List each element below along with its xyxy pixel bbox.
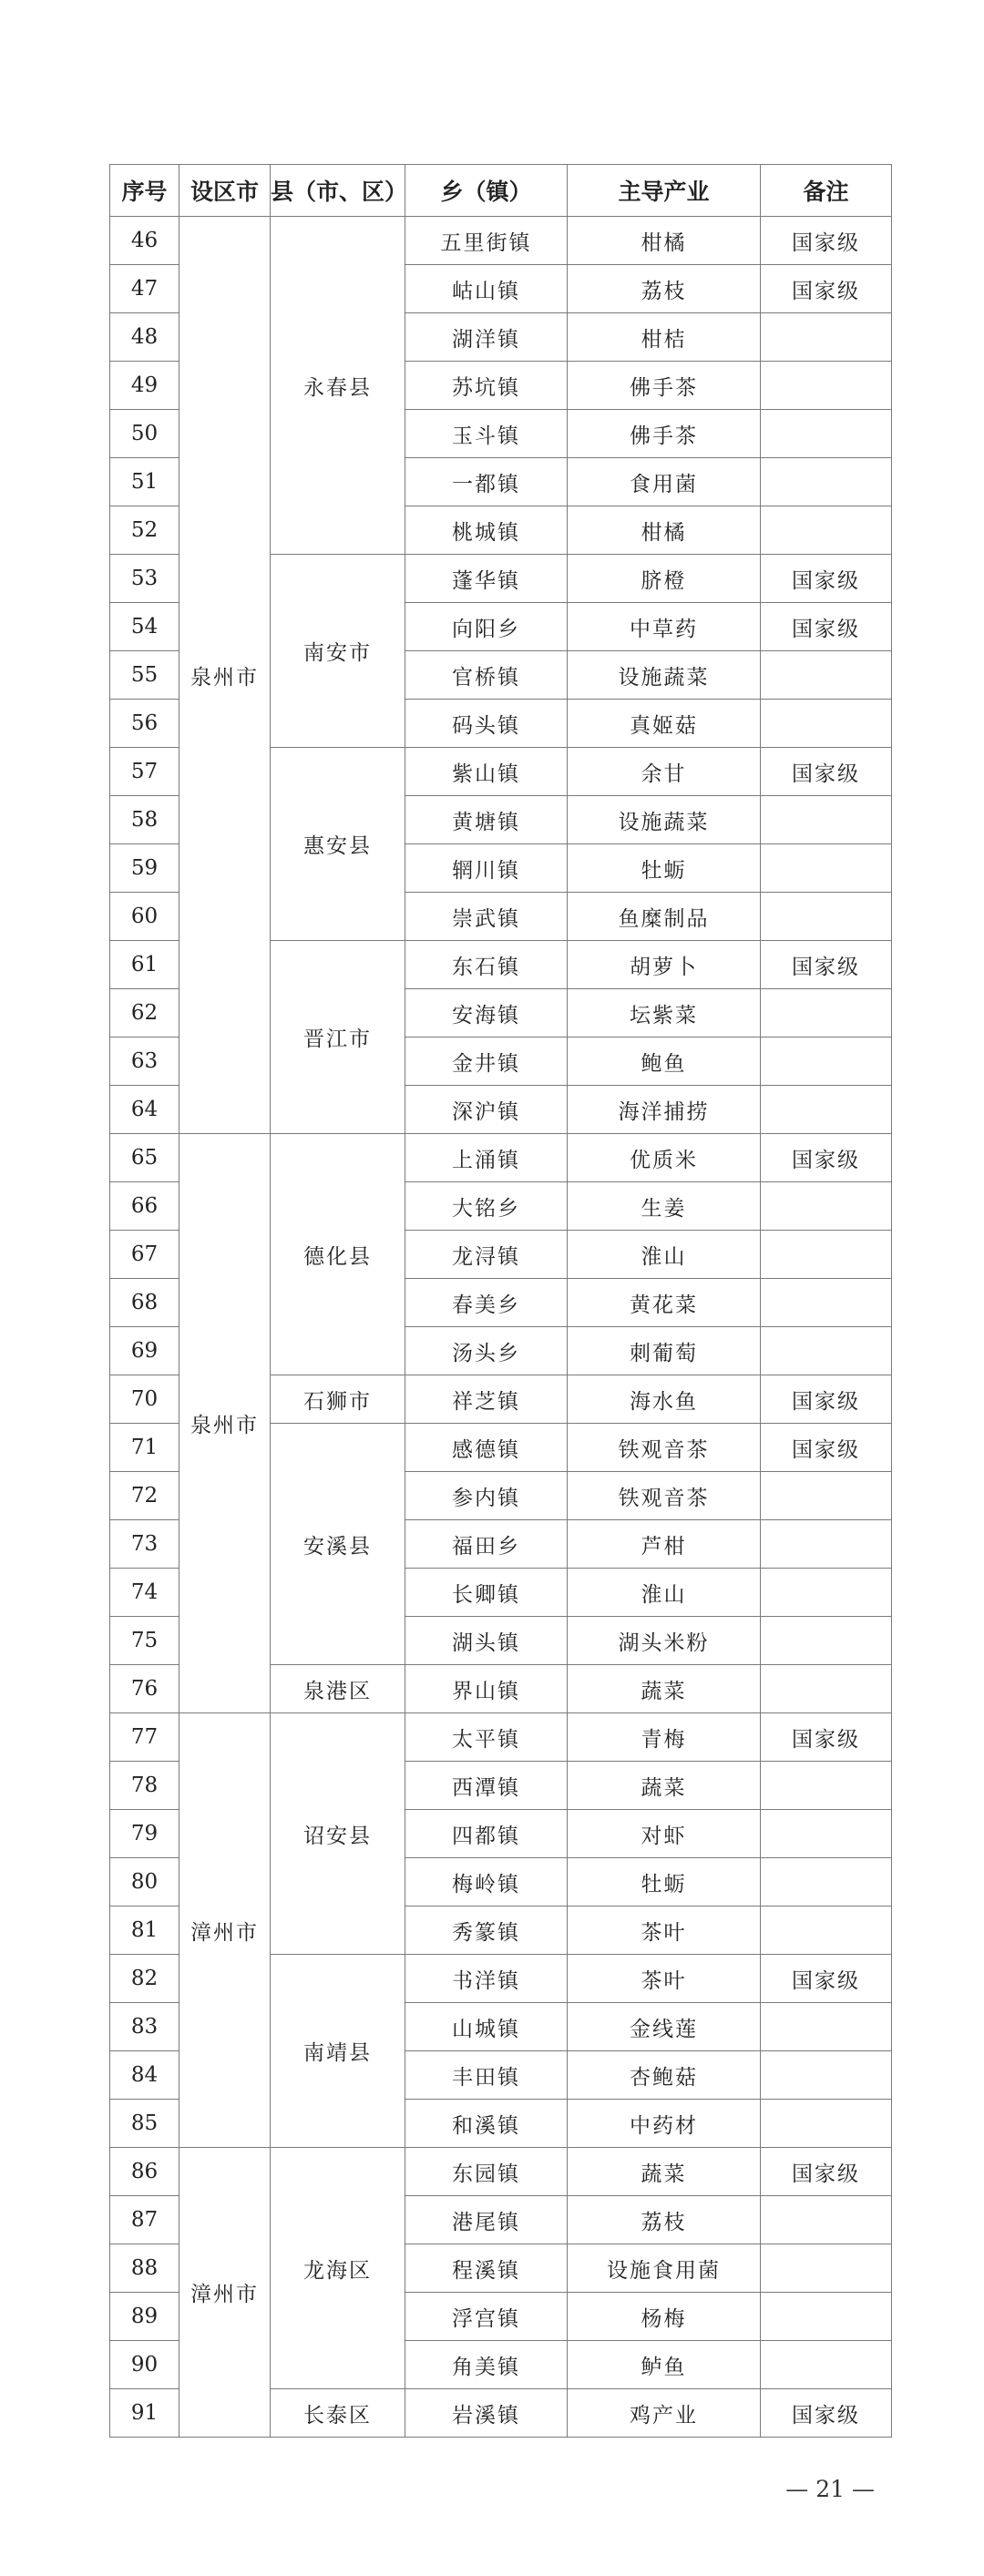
town-cell: 码头镇 — [405, 700, 568, 748]
seq-cell: 76 — [110, 1665, 179, 1713]
note-cell: 国家级 — [761, 217, 892, 265]
note-cell — [761, 651, 892, 700]
seq-cell: 73 — [110, 1520, 179, 1569]
note-cell — [761, 989, 892, 1038]
note-cell: 国家级 — [761, 603, 892, 651]
note-cell — [761, 893, 892, 941]
county-cell: 长泰区 — [271, 2389, 405, 2438]
county-cell: 惠安县 — [271, 748, 405, 941]
industry-cell: 鱼糜制品 — [568, 893, 761, 941]
note-cell: 国家级 — [761, 1134, 892, 1182]
town-cell: 上涌镇 — [405, 1134, 568, 1182]
industry-cell: 生姜 — [568, 1182, 761, 1231]
seq-cell: 50 — [110, 410, 179, 458]
header-town: 乡（镇） — [405, 165, 568, 217]
industry-cell: 食用菌 — [568, 458, 761, 506]
town-cell: 龙浔镇 — [405, 1231, 568, 1279]
town-cell: 官桥镇 — [405, 651, 568, 700]
industry-cell: 胡萝卜 — [568, 941, 761, 989]
note-cell — [761, 458, 892, 506]
note-cell — [761, 1038, 892, 1086]
seq-cell: 66 — [110, 1182, 179, 1231]
note-cell — [761, 1520, 892, 1569]
industry-cell: 余甘 — [568, 748, 761, 796]
seq-cell: 84 — [110, 2051, 179, 2100]
town-cell: 浮宫镇 — [405, 2293, 568, 2341]
note-cell — [761, 1327, 892, 1375]
industry-cell: 杏鲍菇 — [568, 2051, 761, 2100]
town-cell: 苏坑镇 — [405, 362, 568, 410]
table-row — [110, 1134, 892, 1182]
header-county: 县（市、区） — [271, 165, 405, 217]
seq-cell: 75 — [110, 1617, 179, 1665]
city-cell: 泉州市 — [179, 217, 271, 1134]
seq-cell: 70 — [110, 1375, 179, 1424]
town-cell: 五里街镇 — [405, 217, 568, 265]
industry-cell: 荔枝 — [568, 2196, 761, 2244]
seq-cell: 51 — [110, 458, 179, 506]
table-row — [110, 2148, 892, 2196]
note-cell — [761, 1569, 892, 1617]
note-cell: 国家级 — [761, 1375, 892, 1424]
town-cell: 四都镇 — [405, 1810, 568, 1858]
industry-cell: 柑橘 — [568, 217, 761, 265]
seq-cell: 80 — [110, 1858, 179, 1906]
town-cell: 湖洋镇 — [405, 313, 568, 362]
town-cell: 岵山镇 — [405, 265, 568, 313]
seq-cell: 53 — [110, 555, 179, 603]
town-cell: 桃城镇 — [405, 506, 568, 555]
county-cell: 诏安县 — [271, 1713, 405, 1955]
note-cell: 国家级 — [761, 1955, 892, 2003]
industry-cell: 脐橙 — [568, 555, 761, 603]
seq-cell: 90 — [110, 2341, 179, 2389]
town-cell: 程溪镇 — [405, 2244, 568, 2293]
seq-cell: 46 — [110, 217, 179, 265]
industry-cell: 刺葡萄 — [568, 1327, 761, 1375]
town-cell: 湖头镇 — [405, 1617, 568, 1665]
town-cell: 辋川镇 — [405, 844, 568, 893]
town-cell: 参内镇 — [405, 1472, 568, 1520]
industry-cell: 设施蔬菜 — [568, 796, 761, 844]
city-cell: 泉州市 — [179, 1134, 271, 1713]
county-cell: 南靖县 — [271, 1955, 405, 2148]
town-cell: 山城镇 — [405, 2003, 568, 2051]
county-cell: 龙海区 — [271, 2148, 405, 2389]
county-cell: 泉港区 — [271, 1665, 405, 1713]
note-cell — [761, 1762, 892, 1810]
note-cell — [761, 2244, 892, 2293]
industry-cell: 鲈鱼 — [568, 2341, 761, 2389]
seq-cell: 77 — [110, 1713, 179, 1762]
town-cell: 黄塘镇 — [405, 796, 568, 844]
industry-cell: 湖头米粉 — [568, 1617, 761, 1665]
industry-cell: 柑橘 — [568, 506, 761, 555]
note-cell: 国家级 — [761, 555, 892, 603]
seq-cell: 74 — [110, 1569, 179, 1617]
town-cell: 深沪镇 — [405, 1086, 568, 1134]
industry-cell: 淮山 — [568, 1569, 761, 1617]
industry-cell: 中草药 — [568, 603, 761, 651]
seq-cell: 88 — [110, 2244, 179, 2293]
town-cell: 一都镇 — [405, 458, 568, 506]
industry-cell: 海水鱼 — [568, 1375, 761, 1424]
town-cell: 大铭乡 — [405, 1182, 568, 1231]
note-cell — [761, 2341, 892, 2389]
industry-cell: 牡蛎 — [568, 844, 761, 893]
town-cell: 蓬华镇 — [405, 555, 568, 603]
seq-cell: 48 — [110, 313, 179, 362]
town-cell: 太平镇 — [405, 1713, 568, 1762]
industry-cell: 优质米 — [568, 1134, 761, 1182]
seq-cell: 62 — [110, 989, 179, 1038]
town-cell: 东园镇 — [405, 2148, 568, 2196]
seq-cell: 55 — [110, 651, 179, 700]
industry-cell: 蔬菜 — [568, 1762, 761, 1810]
table-row — [110, 1713, 892, 1762]
industry-cell: 鲍鱼 — [568, 1038, 761, 1086]
note-cell — [761, 2293, 892, 2341]
town-cell: 玉斗镇 — [405, 410, 568, 458]
seq-cell: 64 — [110, 1086, 179, 1134]
town-cell: 春美乡 — [405, 1279, 568, 1327]
seq-cell: 59 — [110, 844, 179, 893]
industry-cell: 茶叶 — [568, 1906, 761, 1955]
industry-cell: 设施蔬菜 — [568, 651, 761, 700]
town-cell: 港尾镇 — [405, 2196, 568, 2244]
town-cell: 岩溪镇 — [405, 2389, 568, 2438]
note-cell: 国家级 — [761, 2148, 892, 2196]
industry-cell: 蔬菜 — [568, 2148, 761, 2196]
industry-cell: 淮山 — [568, 1231, 761, 1279]
header-note: 备注 — [761, 165, 892, 217]
town-cell: 紫山镇 — [405, 748, 568, 796]
town-cell: 丰田镇 — [405, 2051, 568, 2100]
county-cell: 安溪县 — [271, 1424, 405, 1665]
seq-cell: 61 — [110, 941, 179, 989]
industry-cell: 设施食用菌 — [568, 2244, 761, 2293]
county-cell: 石狮市 — [271, 1375, 405, 1424]
town-cell: 梅岭镇 — [405, 1858, 568, 1906]
industry-cell: 芦柑 — [568, 1520, 761, 1569]
town-cell: 崇武镇 — [405, 893, 568, 941]
city-cell: 漳州市 — [179, 2148, 271, 2438]
town-cell: 汤头乡 — [405, 1327, 568, 1375]
note-cell — [761, 2051, 892, 2100]
seq-cell: 72 — [110, 1472, 179, 1520]
note-cell — [761, 410, 892, 458]
industry-cell: 对虾 — [568, 1810, 761, 1858]
town-cell: 秀篆镇 — [405, 1906, 568, 1955]
seq-cell: 47 — [110, 265, 179, 313]
industry-cell: 柑桔 — [568, 313, 761, 362]
seq-cell: 67 — [110, 1231, 179, 1279]
town-cell: 东石镇 — [405, 941, 568, 989]
note-cell: 国家级 — [761, 941, 892, 989]
note-cell: 国家级 — [761, 2389, 892, 2438]
note-cell — [761, 2196, 892, 2244]
note-cell — [761, 700, 892, 748]
seq-cell: 49 — [110, 362, 179, 410]
town-cell: 向阳乡 — [405, 603, 568, 651]
industry-cell: 金线莲 — [568, 2003, 761, 2051]
note-cell — [761, 2003, 892, 2051]
seq-cell: 82 — [110, 1955, 179, 2003]
note-cell — [761, 1665, 892, 1713]
seq-cell: 83 — [110, 2003, 179, 2051]
note-cell — [761, 1086, 892, 1134]
industry-cell: 佛手茶 — [568, 410, 761, 458]
town-cell: 感德镇 — [405, 1424, 568, 1472]
note-cell — [761, 2100, 892, 2148]
industry-cell: 荔枝 — [568, 265, 761, 313]
industry-cell: 茶叶 — [568, 1955, 761, 2003]
industry-cell: 中药材 — [568, 2100, 761, 2148]
industry-cell: 真姬菇 — [568, 700, 761, 748]
city-cell: 漳州市 — [179, 1713, 271, 2148]
note-cell — [761, 1231, 892, 1279]
seq-cell: 87 — [110, 2196, 179, 2244]
note-cell — [761, 1279, 892, 1327]
seq-cell: 81 — [110, 1906, 179, 1955]
note-cell: 国家级 — [761, 1424, 892, 1472]
note-cell — [761, 1858, 892, 1906]
county-cell: 晋江市 — [271, 941, 405, 1134]
seq-cell: 71 — [110, 1424, 179, 1472]
county-cell: 南安市 — [271, 555, 405, 748]
table-body — [110, 217, 892, 2438]
town-cell: 福田乡 — [405, 1520, 568, 1569]
note-cell — [761, 1617, 892, 1665]
town-cell: 长卿镇 — [405, 1569, 568, 1617]
table-header-row — [110, 165, 892, 217]
note-cell — [761, 1810, 892, 1858]
seq-cell: 79 — [110, 1810, 179, 1858]
page-number: — 21 — — [785, 2476, 875, 2502]
note-cell — [761, 844, 892, 893]
town-cell: 界山镇 — [405, 1665, 568, 1713]
industry-cell: 铁观音茶 — [568, 1472, 761, 1520]
industry-cell: 海洋捕捞 — [568, 1086, 761, 1134]
seq-cell: 86 — [110, 2148, 179, 2196]
header-industry: 主导产业 — [568, 165, 761, 217]
seq-cell: 57 — [110, 748, 179, 796]
town-cell: 和溪镇 — [405, 2100, 568, 2148]
note-cell: 国家级 — [761, 1713, 892, 1762]
seq-cell: 54 — [110, 603, 179, 651]
header-city: 设区市 — [179, 165, 271, 217]
industry-cell: 坛紫菜 — [568, 989, 761, 1038]
seq-cell: 91 — [110, 2389, 179, 2438]
seq-cell: 78 — [110, 1762, 179, 1810]
note-cell — [761, 1472, 892, 1520]
town-cell: 书洋镇 — [405, 1955, 568, 2003]
town-cell: 西潭镇 — [405, 1762, 568, 1810]
seq-cell: 56 — [110, 700, 179, 748]
industry-cell: 黄花菜 — [568, 1279, 761, 1327]
seq-cell: 63 — [110, 1038, 179, 1086]
town-cell: 安海镇 — [405, 989, 568, 1038]
industry-cell: 鸡产业 — [568, 2389, 761, 2438]
note-cell — [761, 313, 892, 362]
header-seq: 序号 — [110, 165, 179, 217]
industry-cell: 佛手茶 — [568, 362, 761, 410]
seq-cell: 69 — [110, 1327, 179, 1375]
note-cell — [761, 1906, 892, 1955]
industry-cell: 铁观音茶 — [568, 1424, 761, 1472]
industry-cell: 杨梅 — [568, 2293, 761, 2341]
seq-cell: 68 — [110, 1279, 179, 1327]
industry-town-table — [109, 164, 892, 2438]
note-cell — [761, 1182, 892, 1231]
note-cell: 国家级 — [761, 265, 892, 313]
industry-cell: 青梅 — [568, 1713, 761, 1762]
industry-cell: 蔬菜 — [568, 1665, 761, 1713]
seq-cell: 85 — [110, 2100, 179, 2148]
town-cell: 祥芝镇 — [405, 1375, 568, 1424]
seq-cell: 58 — [110, 796, 179, 844]
seq-cell: 60 — [110, 893, 179, 941]
county-cell: 德化县 — [271, 1134, 405, 1375]
seq-cell: 52 — [110, 506, 179, 555]
county-cell: 永春县 — [271, 217, 405, 555]
note-cell — [761, 506, 892, 555]
note-cell — [761, 796, 892, 844]
seq-cell: 89 — [110, 2293, 179, 2341]
town-cell: 金井镇 — [405, 1038, 568, 1086]
table-row — [110, 217, 892, 265]
town-cell: 角美镇 — [405, 2341, 568, 2389]
industry-cell: 牡蛎 — [568, 1858, 761, 1906]
seq-cell: 65 — [110, 1134, 179, 1182]
note-cell: 国家级 — [761, 748, 892, 796]
note-cell — [761, 362, 892, 410]
